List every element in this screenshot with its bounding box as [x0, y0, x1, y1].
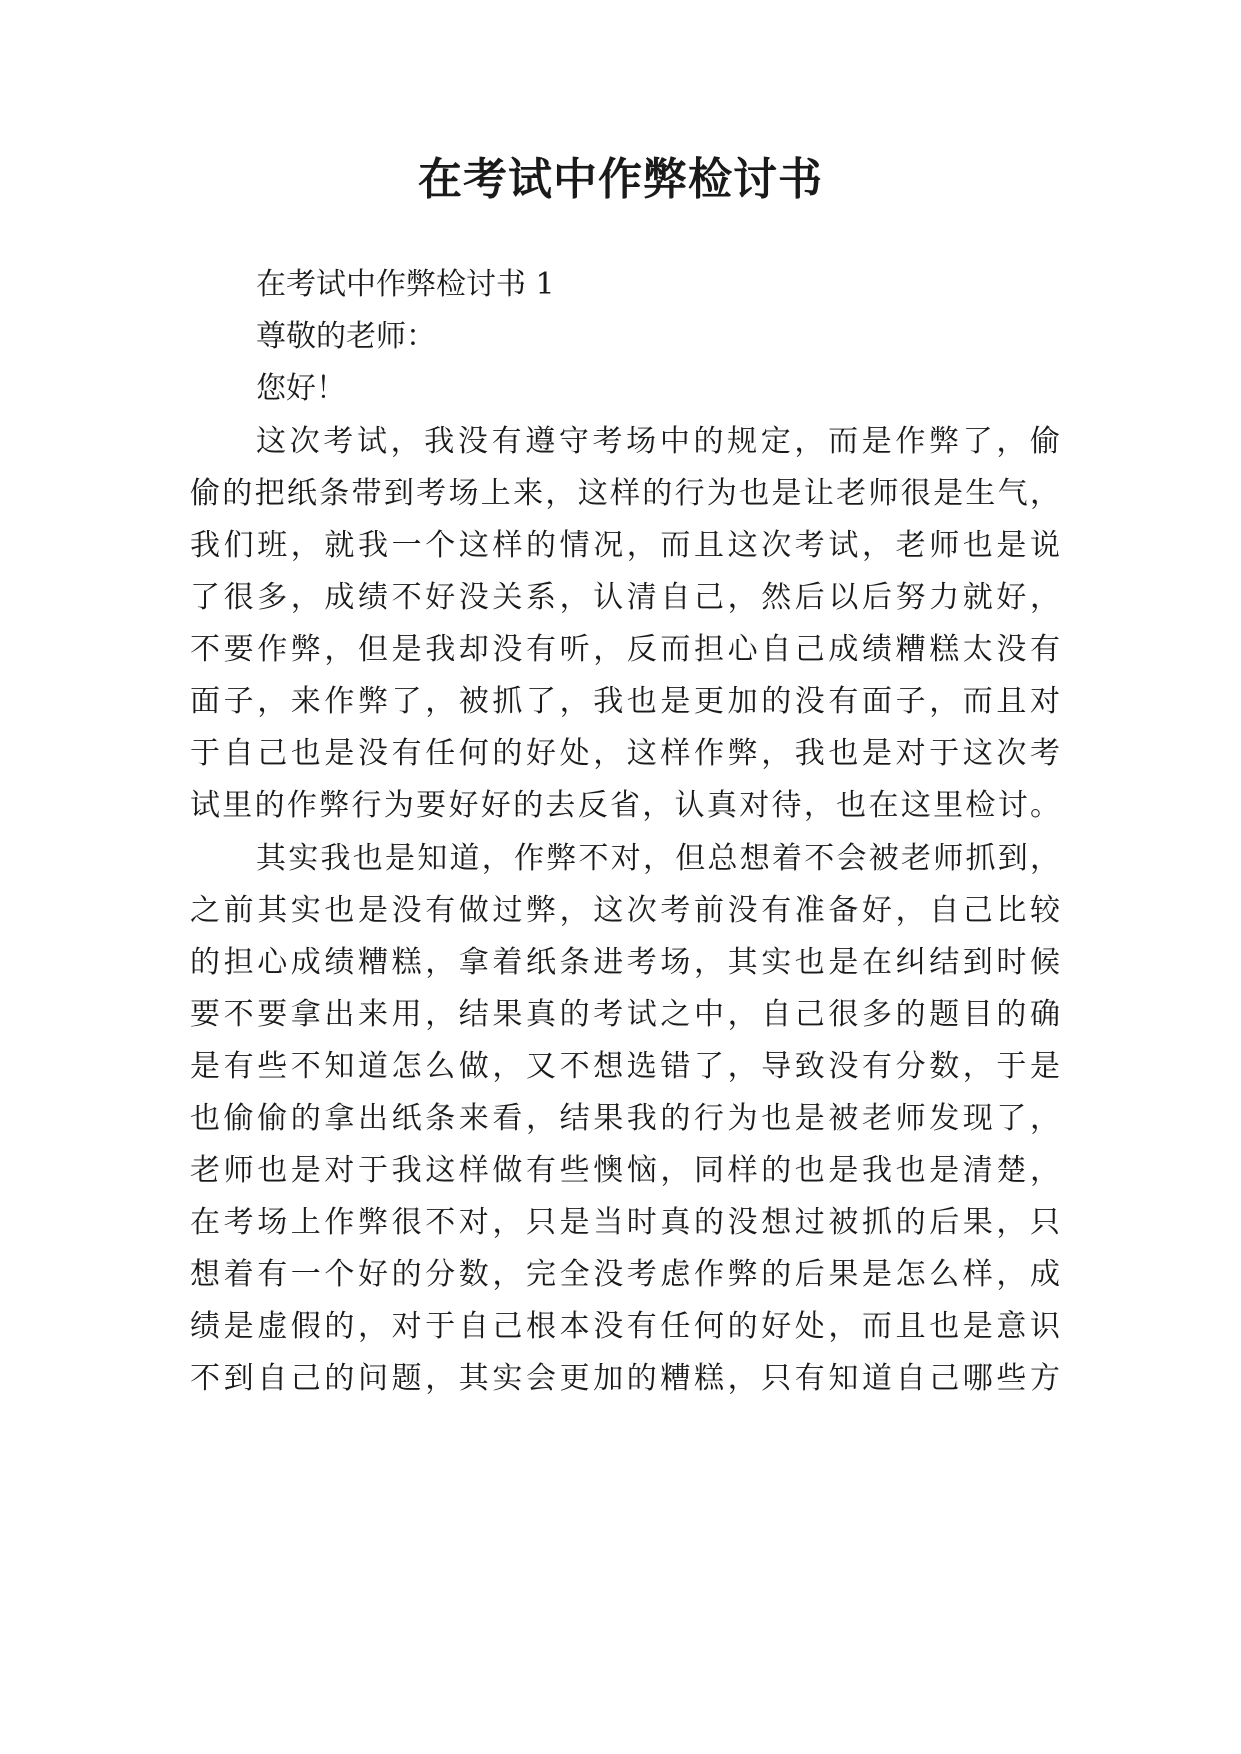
paragraph-line: 其实我也是知道，作弊不对，但总想着不会被老师抓到，: [256, 841, 1060, 876]
paragraph-line: 偷的把纸条带到考场上来，这样的行为也是让老师很是生气，: [190, 476, 1060, 511]
paragraph-line: 绩是虚假的，对于自己根本没有任何的好处，而且也是意识: [190, 1309, 1060, 1344]
section-heading: 在考试中作弊检讨书 1: [256, 267, 555, 302]
paragraph-line: 于自己也是没有任何的好处，这样作弊，我也是对于这次考: [190, 736, 1060, 771]
paragraph-line: 是有些不知道怎么做，又不想选错了，导致没有分数，于是: [190, 1049, 1060, 1084]
paragraph-line: 这次考试，我没有遵守考场中的规定，而是作弊了，偷: [256, 424, 1060, 459]
paragraph-line: 想着有一个好的分数，完全没考虑作弊的后果是怎么样，成: [190, 1257, 1060, 1292]
greeting: 您好！: [256, 371, 346, 406]
paragraph-line: 要不要拿出来用，结果真的考试之中，自己很多的题目的确: [190, 997, 1060, 1032]
paragraph-line: 面子，来作弊了，被抓了，我也是更加的没有面子，而且对: [190, 684, 1060, 719]
paragraph-line: 试里的作弊行为要好好的去反省，认真对待，也在这里检讨。: [190, 788, 1060, 823]
paragraph-line: 不到自己的问题，其实会更加的糟糕，只有知道自己哪些方: [190, 1361, 1060, 1396]
salutation: 尊敬的老师：: [256, 319, 436, 354]
paragraph-line: 在考场上作弊很不对，只是当时真的没想过被抓的后果，只: [190, 1205, 1060, 1240]
paragraph-line: 了很多，成绩不好没关系，认清自己，然后以后努力就好，: [190, 580, 1060, 615]
paragraph-line: 我们班，就我一个这样的情况，而且这次考试，老师也是说: [190, 528, 1060, 563]
paragraph-line: 的担心成绩糟糕，拿着纸条进考场，其实也是在纠结到时候: [190, 945, 1060, 980]
paragraph-line: 老师也是对于我这样做有些懊恼，同样的也是我也是清楚，: [190, 1153, 1060, 1188]
paragraph-line: 不要作弊，但是我却没有听，反而担心自己成绩糟糕太没有: [190, 632, 1060, 667]
paragraph-line: 也偷偷的拿出纸条来看，结果我的行为也是被老师发现了，: [190, 1101, 1060, 1136]
paragraph-line: 之前其实也是没有做过弊，这次考前没有准备好，自己比较: [190, 893, 1060, 928]
document-title: 在考试中作弊检讨书: [418, 154, 823, 205]
